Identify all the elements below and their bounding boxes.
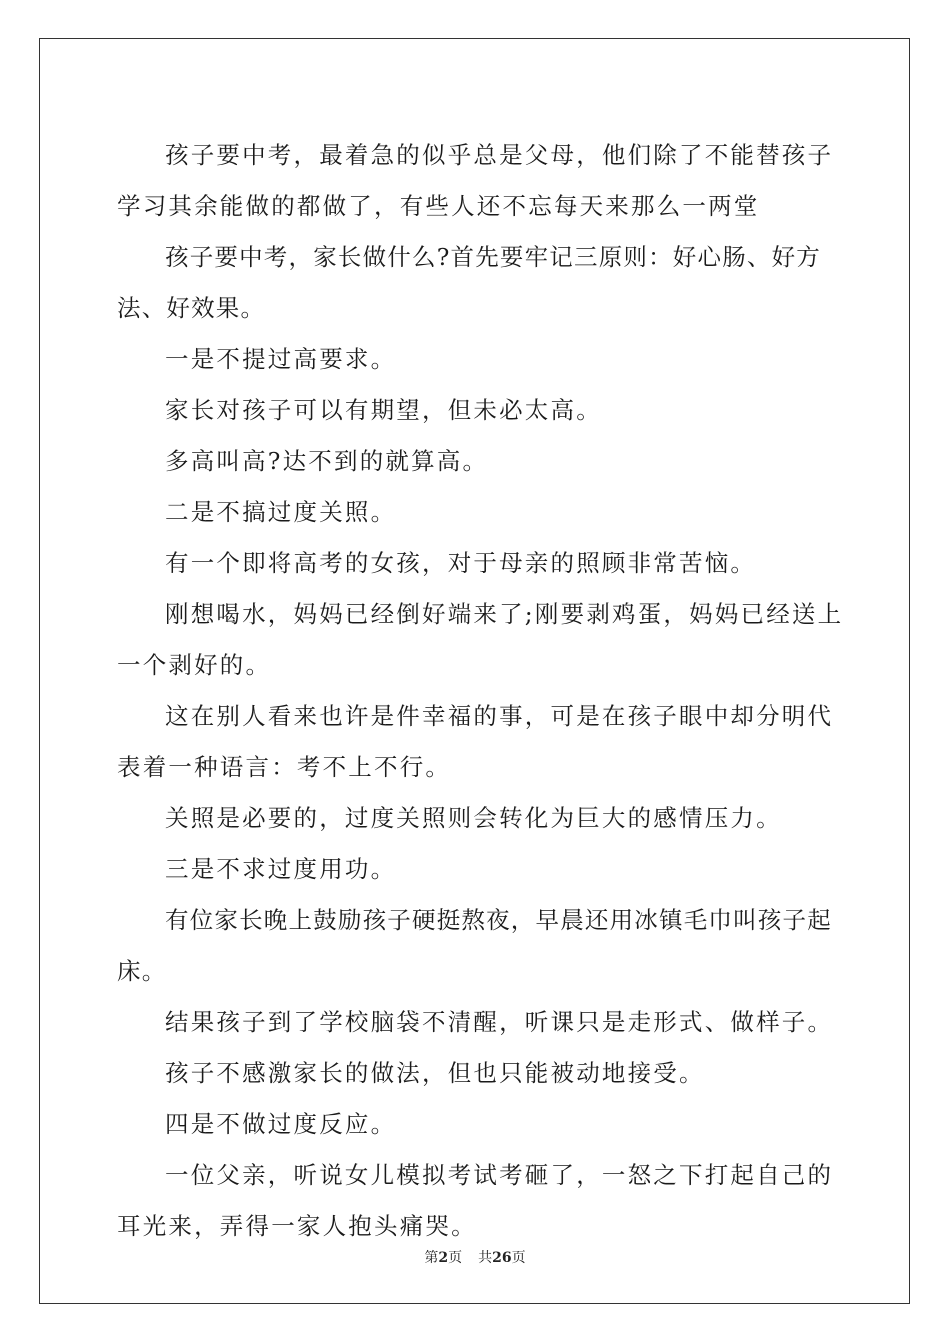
paragraph-9: 这在别人看来也许是件幸福的事，可是在孩子眼中却分明代表着一种语言：考不上不行。: [117, 702, 834, 781]
paragraph-6: 二是不搞过度关照。: [165, 498, 397, 526]
page-footer: [0, 1247, 950, 1267]
paragraph-1: 孩子要中考，最着急的似乎总是父母，他们除了不能替孩子学习其余能做的都做了，有些人还不忘每天来那么一两堂: [117, 141, 834, 220]
page-prefix: 第: [424, 1250, 439, 1266]
paragraph-8: 刚想喝水，妈妈已经倒好端来了;刚要剥鸡蛋，妈妈已经送上一个剥好的。: [117, 600, 844, 679]
paragraph-7: 有一个即将高考的女孩，对于母亲的照顾非常苦恼。: [165, 549, 757, 577]
document-body: [117, 130, 857, 1252]
paragraph-5: 多高叫高?达不到的就算高。: [165, 447, 489, 475]
paragraph-2: 孩子要中考，家长做什么?首先要牢记三原则：好心肠、好方法、好效果。: [117, 243, 821, 322]
paragraph-3: 一是不提过高要求。: [165, 345, 397, 373]
paragraph-10: 关照是必要的，过度关照则会转化为巨大的感情压力。: [165, 804, 782, 832]
paragraph-14: 孩子不感激家长的做法，但也只能被动地接受。: [165, 1059, 705, 1087]
page-number: 2: [438, 1250, 449, 1266]
paragraph-16: 一位父亲，听说女儿模拟考试考砸了，一怒之下打起自己的耳光来，弄得一家人抱头痛哭。: [117, 1161, 834, 1240]
paragraph-13: 结果孩子到了学校脑袋不清醒，听课只是走形式、做样子。: [165, 1008, 834, 1036]
total-prefix: 共: [478, 1250, 493, 1266]
paragraph-15: 四是不做过度反应。: [165, 1110, 397, 1138]
total-pages: 26: [492, 1250, 512, 1266]
paragraph-12: 有位家长晚上鼓励孩子硬挺熬夜，早晨还用冰镇毛巾叫孩子起床。: [117, 906, 832, 985]
paragraph-4: 家长对孩子可以有期望，但未必太高。: [165, 396, 602, 424]
page-suffix: 页: [448, 1250, 463, 1266]
total-suffix: 页: [511, 1250, 526, 1266]
paragraph-11: 三是不求过度用功。: [165, 855, 397, 883]
